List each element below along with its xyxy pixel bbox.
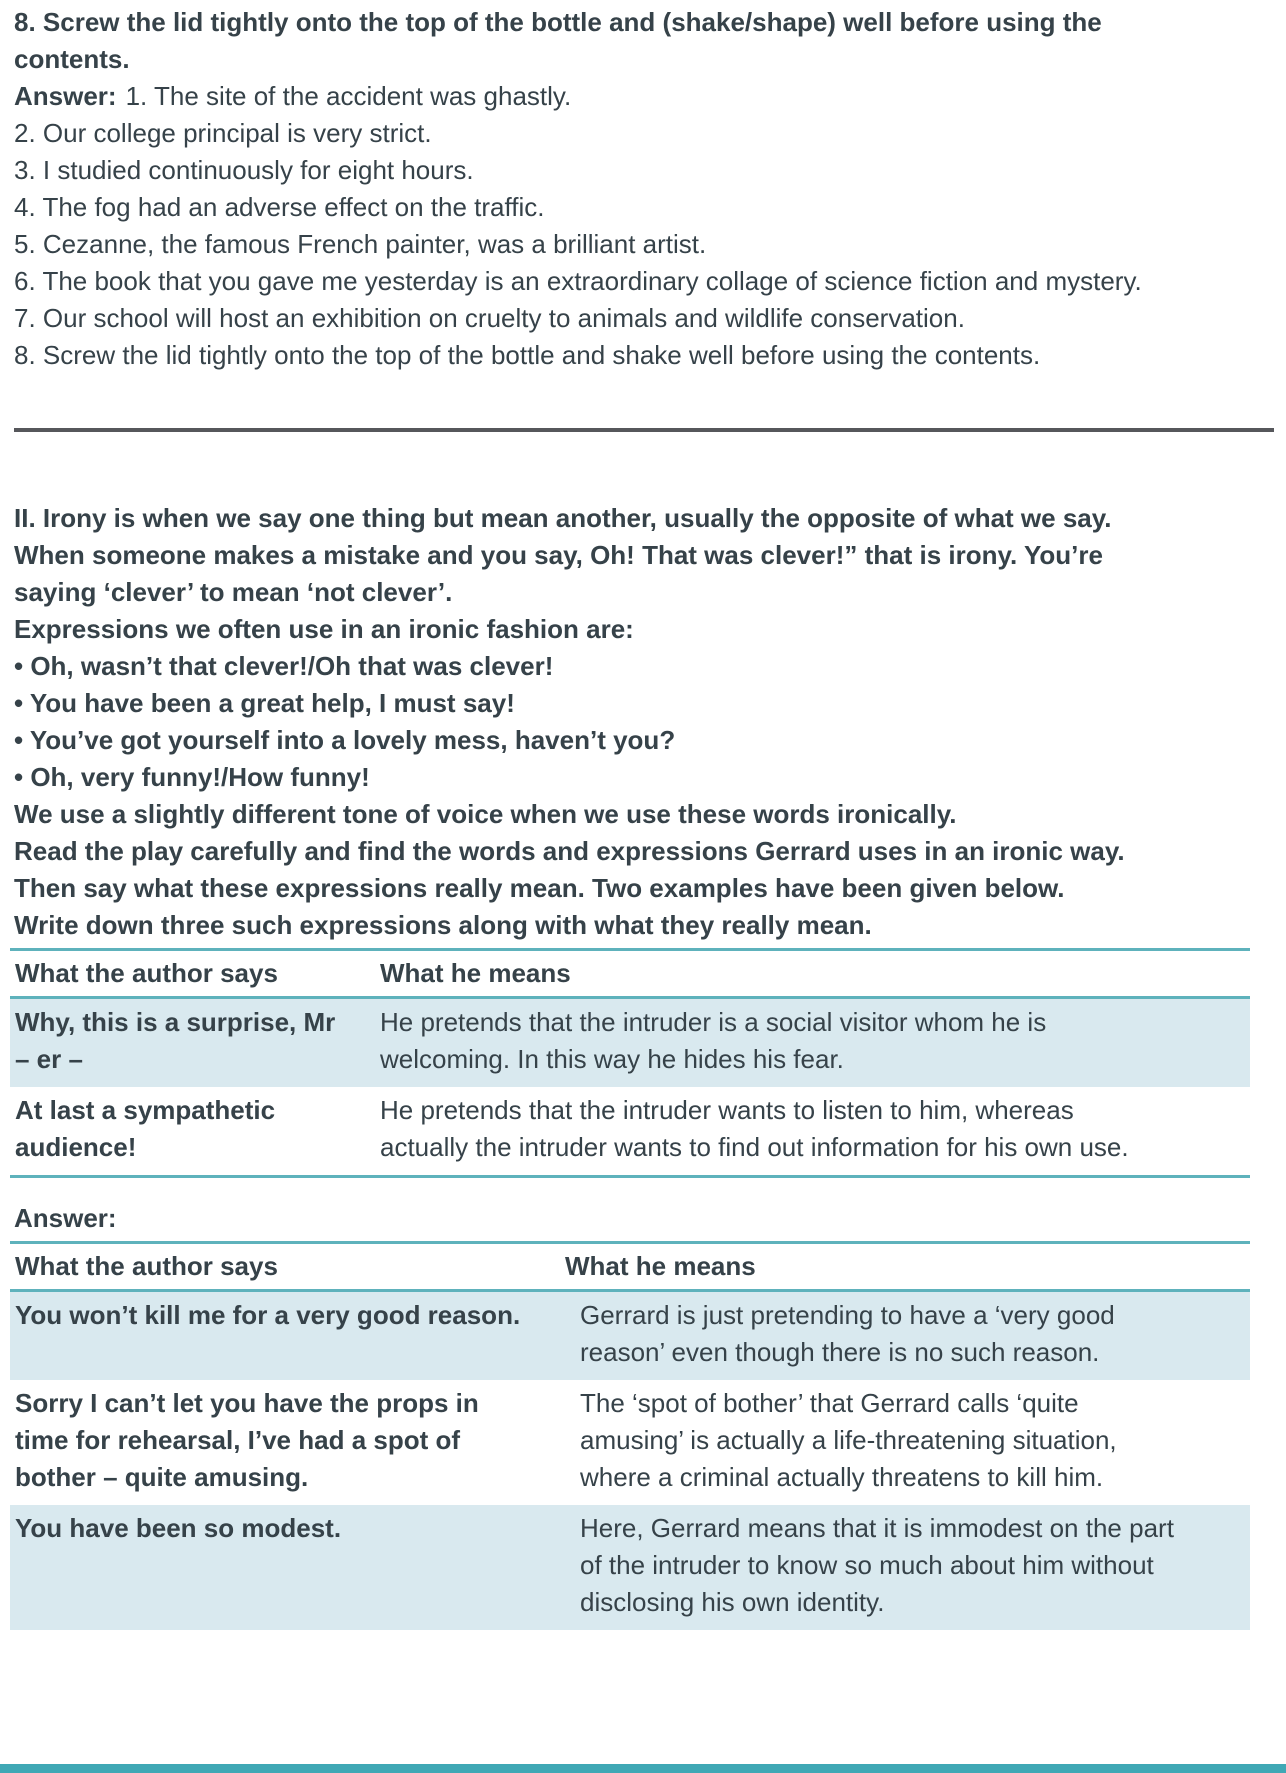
author-cell: You have been so modest. xyxy=(10,1505,560,1630)
bullet-item-1: • Oh, wasn’t that clever!/Oh that was clever! xyxy=(14,651,554,681)
example-table-header-row xyxy=(10,950,1250,998)
means-cell: Gerrard is just pretending to have a ‘very good reason’ even though there is no such reason. xyxy=(560,1291,1250,1381)
irony-intro: II. Irony is when we say one thing but mean another, usually the opposite of what we say. When someone makes a mistake and you say, Oh! That was clever!” that is irony. You’re saying ‘clever’ to mean ‘not clever’. xyxy=(14,503,1112,607)
answer-item-7: 7. Our school will host an exhibition on cruelty to animals and wildlife conservation. xyxy=(14,303,965,333)
means-cell: The ‘spot of bother’ that Gerrard calls ‘quite amusing’ is actually a life-threatening situation, where a criminal actually threatens to kill him. xyxy=(580,1388,1117,1492)
table-row xyxy=(10,1380,1250,1505)
header-he-means: What he means xyxy=(560,1243,1250,1291)
author-cell: Why, this is a surprise, Mr – er – xyxy=(10,998,360,1088)
answer-item-4: 4. The fog had an adverse effect on the traffic. xyxy=(14,192,545,222)
answer-line-1 xyxy=(14,78,1144,115)
header-author-says: What the author says xyxy=(10,1243,560,1291)
document-page xyxy=(0,4,1286,1630)
author-cell: At last a sympathetic audience! xyxy=(15,1095,276,1162)
tone-note: We use a slightly different tone of voice when we use these words ironically. xyxy=(14,799,957,829)
author-cell: Sorry I can’t let you have the props in time for rehearsal, I’ve had a spot of bother – quite amusing. xyxy=(15,1388,479,1492)
expressions-heading: Expressions we often use in an ironic fashion are: xyxy=(14,614,634,644)
answer-item-6: 6. The book that you gave me yesterday is an extraordinary collage of science fiction and mystery. xyxy=(14,266,1142,296)
bullet-item-4: • Oh, very funny!/How funny! xyxy=(14,762,370,792)
exercise-1-block xyxy=(0,4,1144,374)
author-cell: You won’t kill me for a very good reason. xyxy=(10,1291,560,1381)
instruction-text: Read the play carefully and find the words and expressions Gerrard uses in an ironic way. Then say what these expressions really mean. Two examples have been given below. xyxy=(14,836,1125,903)
answer-item-2: 2. Our college principal is very strict. xyxy=(14,118,432,148)
header-he-means: What he means xyxy=(360,950,1250,998)
bullet-item-3: • You’ve got yourself into a lovely mess, haven’t you? xyxy=(14,725,676,755)
means-cell: Here, Gerrard means that it is immodest on the part of the intruder to know so much about him without disclosing his own identity. xyxy=(560,1505,1250,1630)
question-8-text: 8. Screw the lid tightly onto the top of the bottle and (shake/shape) well before using the contents. xyxy=(14,7,1102,74)
means-cell: He pretends that the intruder wants to listen to him, whereas actually the intruder wants to find out information for his own use. xyxy=(380,1095,1129,1162)
answer-item-8: 8. Screw the lid tightly onto the top of the bottle and shake well before using the contents. xyxy=(14,340,1041,370)
answer-heading: Answer: xyxy=(14,1203,117,1233)
table-row xyxy=(10,1087,1250,1177)
example-table xyxy=(10,948,1250,1178)
answer-list xyxy=(14,78,1144,374)
section-divider xyxy=(14,428,1274,432)
answer-item-5: 5. Cezanne, the famous French painter, was a brilliant artist. xyxy=(14,229,707,259)
bullet-item-2: • You have been a great help, I must say! xyxy=(14,688,515,718)
table-row xyxy=(10,1291,1250,1381)
irony-section xyxy=(0,500,1144,944)
write-down-heading: Write down three such expressions along with what they really mean. xyxy=(14,910,872,940)
table-row xyxy=(10,1505,1250,1630)
means-cell: He pretends that the intruder is a social visitor whom he is welcoming. In this way he hides his fear. xyxy=(360,998,1250,1088)
answer-item-3: 3. I studied continuously for eight hours. xyxy=(14,155,474,185)
answer-label: Answer: xyxy=(14,81,117,111)
answer-item-1: 1. The site of the accident was ghastly. xyxy=(125,81,572,111)
answer-table xyxy=(10,1241,1250,1630)
header-author-says: What the author says xyxy=(10,950,360,998)
answer-table-header-row xyxy=(10,1243,1250,1291)
table-row xyxy=(10,998,1250,1088)
